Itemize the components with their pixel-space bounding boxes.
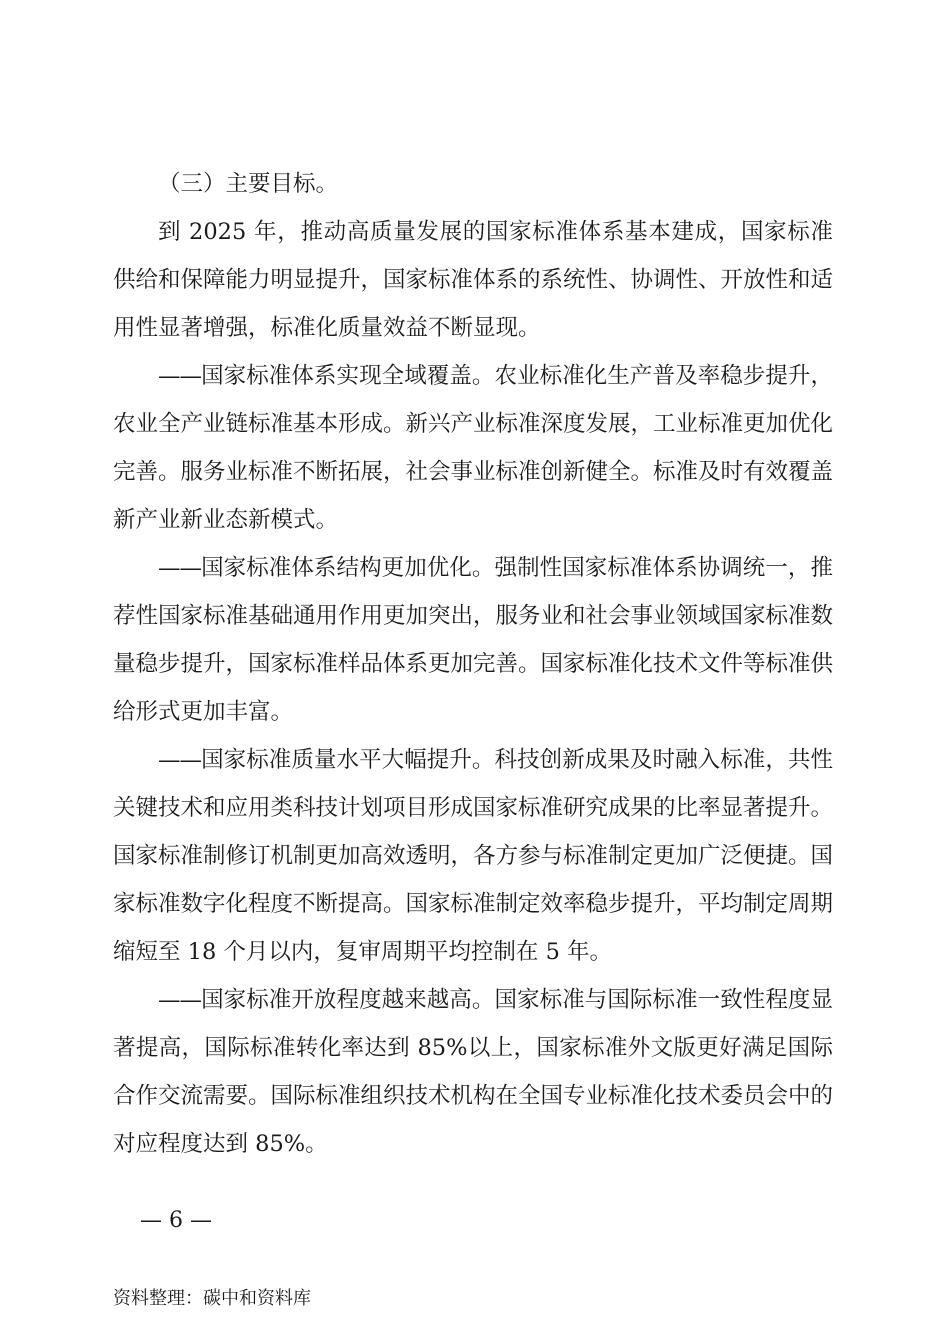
goal-paragraph-openness [113, 976, 833, 1168]
goal-paragraph-quality [113, 736, 833, 976]
intro-paragraph: 到 2025 年，推动高质量发展的国家标准体系基本建成，国家标准供给和保障能力明显提升，国家标准体系的系统性、协调性、开放性和适用性显著增强，标准化质量效益不断显现。 [113, 219, 834, 341]
em-dash: —— [158, 987, 201, 1013]
goal-lead: 国家标准质量水平大幅提升。 [201, 747, 495, 773]
goal-paragraph-structure [113, 544, 833, 736]
goal-paragraph-coverage [113, 352, 833, 544]
document-body [113, 160, 833, 1168]
em-dash: —— [158, 747, 201, 773]
page-number: — 6 — [140, 1208, 212, 1233]
em-dash: —— [158, 363, 201, 389]
goal-lead: 国家标准体系结构更加优化。 [201, 555, 495, 581]
goal-body: 国家标准与国际标准一致性程度显著提高，国际标准转化率达到 85%以上，国家标准外文版更好满足国际合作交流需要。国际标准组织技术机构在全国专业标准化技术委员会中的对应程度达到 85%。 [113, 987, 834, 1157]
goal-lead: 国家标准开放程度越来越高。 [201, 987, 495, 1013]
goal-lead: 国家标准体系实现全域覆盖。 [201, 363, 495, 389]
goal-body: 强制性国家标准体系协调统一，推荐性国家标准基础通用作用更加突出，服务业和社会事业领域国家标准数量稳步提升，国家标准样品体系更加完善。国家标准化技术文件等标准供给形式更加丰富。 [113, 555, 834, 725]
source-footer-note: 资料整理：碳中和资料库 [113, 1288, 311, 1309]
em-dash: —— [158, 555, 201, 581]
goal-body: 科技创新成果及时融入标准，共性关键技术和应用类科技计划项目形成国家标准研究成果的比率显著提升。国家标准制修订机制更加高效透明，各方参与标准制定更加广泛便捷。国家标准数字化程度不断提高。国家标准制定效率稳步提升，平均制定周期缩短至 18 个月以内，复审周期平均控制在 5 年。 [113, 747, 834, 965]
section-heading: （三）主要目标。 [158, 171, 339, 197]
goal-body: 农业标准化生产普及率稳步提升，农业全产业链标准基本形成。新兴产业标准深度发展，工业标准更加优化完善。服务业标准不断拓展，社会事业标准创新健全。标准及时有效覆盖新产业新业态新模式。 [113, 363, 834, 533]
